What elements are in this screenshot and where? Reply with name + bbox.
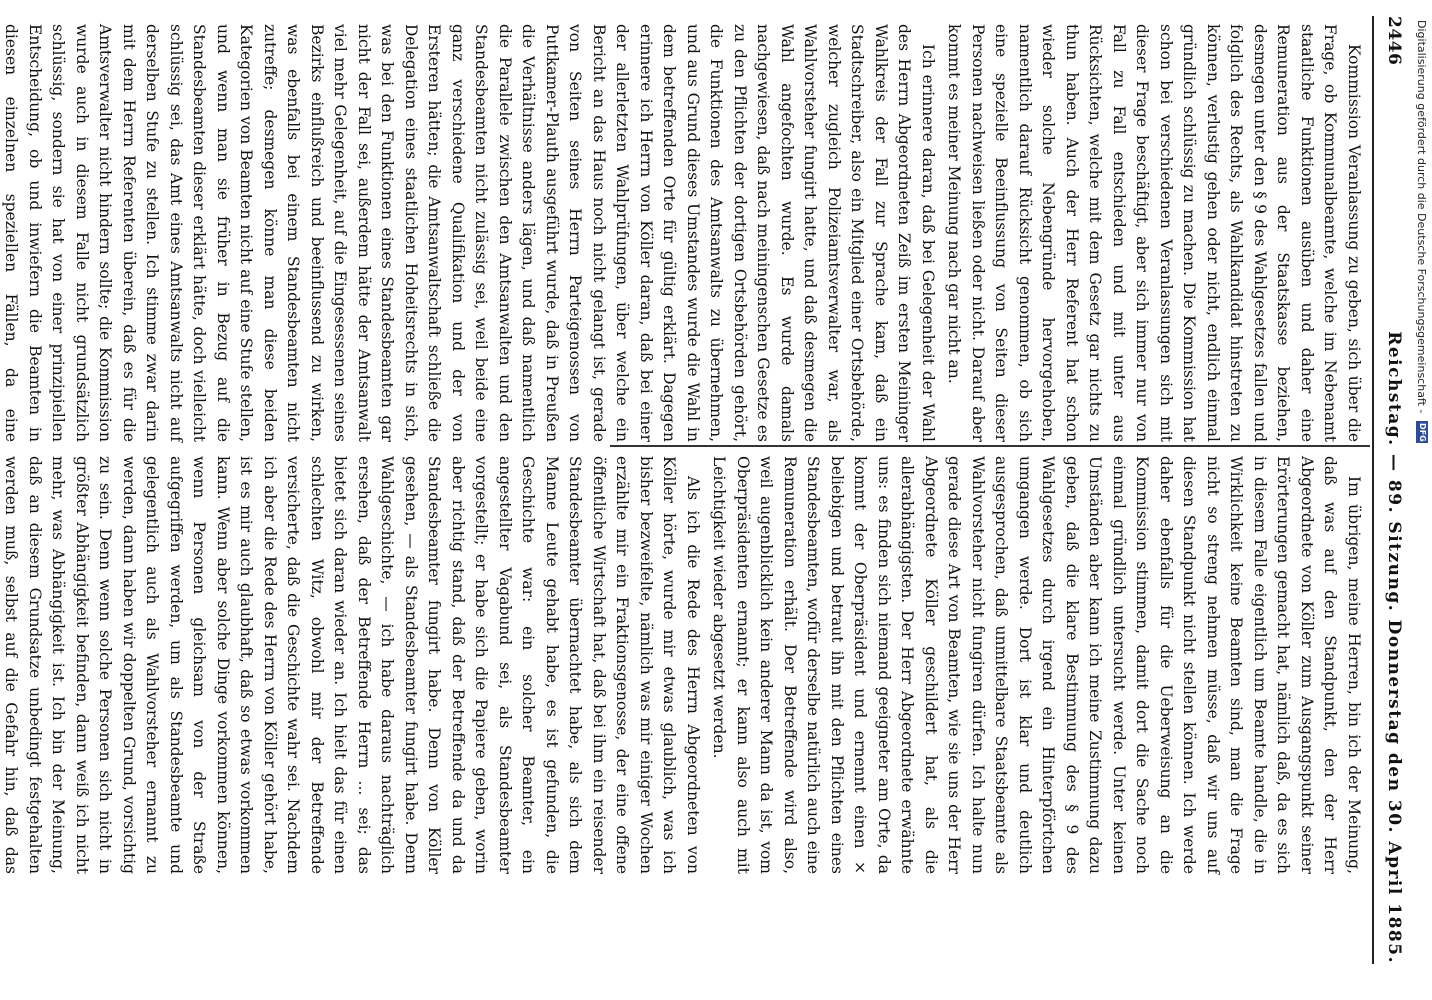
paragraph: Als ich die Rede des Herrn Abgeordneten von Köller hörte, wurde mir etwas glaublich, was ich bisher bezweifelte, nämlich was mir einiger Wochen erzählte mir ein Fraktionsgenosse, der eine offene öffentliche Wirtschaft hat, daß bei ihm ein reisender Standesbeamter übernachtet habe, als sich dem Manne Leute gehabt habe, es ist gefunden, die Geschichte war: ein solcher Beamter, ein angestellter Vagabund sei, als Standesbeamter vorgestellt; er habe sich die Papiere geben, worin aber richtig stand, daß der Betreffende da und da Standesbeamter fungirt habe. Denn von Köller gesehen, — als Standesbeamter fungirt habe. Denn Wahlgeschichte, — ich habe daraus nachträglich ersehen, daß der Betreffende Herrn ... sei; das bietet sich daran wieder an. Ich hielt das für einen schlechten Witz, obwohl mir der Betreffende versicherte, daß die Geschichte wahr sei. Nachdem ich aber die Rede des Herrn von Köller gehört habe, ist es mir auch glaubhaft, daß so etwas vorkommen kann. Wenn aber solche Dinge vorkommen können, wenn Personen gleichsam von der Straße aufgegriffen werden, um als Standesbeamte und gelegentlich auch als Wahlvorsteher ernannt zu werden, dann haben wir doppelten Grund, vorsichtig zu sein. Denn wenn solche Personen sich nicht in größter Abhängigkeit befinden, dann weiß ich nicht mehr, was Abhängigkeit ist. Ich bin der Meinung, daß an diesem Grundsatze unbedingt festgehalten werden muß, selbst auf die Gefahr hin, daß das (2, 456, 702, 874)
paragraph: Im übrigen, meine Herren, bin ich der Meinung, daß was auf den Standpunkt, den der Herr Abgeordnete von Köller zum Ausgangspunkt seiner Erörterungen gemacht hat, nämlich daß, da es sich in diesem Falle eigentlich um Beamte handle, die in Wirklichkeit keine Beamten sind, man die Frage nicht so streng nehmen müsse, daß wir uns auf diesen Standpunkt nicht stellen können. Ich werde daher ebenfalls für die Ueberweisung an die Kommission stimmen, damit dort die Sache noch einmal gründlich untersucht werde. Unter keinen Umständen aber kann ich meine Zustimmung dazu geben, daß die klare Bestimmung des § 9 des Wahlgesetzes durch irgend ein Hinterpförtchen umgangen werde. Dort ist klar und deutlich ausgesprochen, daß unmittelbare Staatsbeamte als Wahlvorsteher nicht fungiren dürfen. Ich halte nun gerade diese Art von Beamten, wie sie uns der Herr Abgeordnete Köller geschildert hat, als die allerabhängigsten. Der Herr Abgeordnete erwähnte uns: es finden sich niemand geeigneter am Orte, da kommt der Oberpräsident und ernennt einen × beliebigen und betraut ihn mit den Pflichten eines Standesbeamten, wofür derselbe natürlich auch eine Remuneration erhält. Der Betreffende wird also, weil augenblicklich kein anderer Mann da ist, vom Oberpräsidenten ernannt; er kann also auch mit Leichtigkeit wieder abgesetzt werden. (710, 456, 1363, 874)
paragraph: Kommission Veranlassung zu geben, sich über die Frage, ob Kommunalbeamte, welche im Nebenamt staatliche Funktionen ausüben und daher eine Remuneration aus der Staatskasse beziehen, desmegen unter den § 9 des Wahlgesetzes fallen und folglich des Rechts, als Wahlkandidat hinstreten zu können, verlustig gehen oder nicht, endlich einmal gründlich schlüssig zu machen. Die Kommission hat schon bei verschiedenen Veranlassungen sich mit dieser Frage beschäftigt, aber sich immer nur von Fall zu Fall entschieden und mit unter aus Rücksichten, welche mit dem Gesetz gar nichts zu thun haben. Auch der Herr Referent hat schon wieder solche Nebengründe hervorgehoben, namentlich darauf Rücksicht genommen, ob sich eine spezielle Beeinflussung von Seiten dieser Personen nachweisen ließen oder nicht. Darauf aber kommt es meiner Meinung nach gar nicht an. (945, 24, 1363, 442)
digitization-credit-strip (1412, 0, 1432, 1000)
right-column (0, 456, 1365, 874)
column-divider (610, 445, 1370, 447)
left-column (0, 24, 1365, 442)
credit-text: Digitalisierung gefördert durch die Deutsche Forschungsgemeinschaft - (1415, 20, 1429, 414)
header-rule (1372, 16, 1374, 964)
paragraph: Ich erinnere daran, daß bei Gelegenheit der Wahl des Herrn Abgeordneten Zeiß im ersten Meininger Wahlkreis der Fall zur Sprache kam, daß ein Stadtschreiber, also ein Mitglied einer Ortsbehörde, welcher zugleich Polizeiamtsverwalter war, als Wahlvorsteher fungirt hatte, und daß desmegen die Wahl angefochten wurde. Es wurde damals nachgewiesen, daß nach meiningenschen Gesetze es zu den Pflichten der dortigen Ortsbehörden gehört, die Funktionen des Amtsanwalts zu übernehmen, und aus Grund dieses Umstandes wurde die Wahl in dem betreffenden Orte für gültig erklärt. Dagegen erinnere ich Herrn von Köller daran, daß bei einer der allerletzten Wahlprüfungen, über welche ein Bericht an das Haus noch nicht gelangt ist, gerade von Seiten seines Herrn Parteigenossen von Puttkamer-Plauth ausgeführt wurde, daß in Preußen die Verhältnisse anders lägen, und daß namentlich die Parallele zwischen den Amtsanwalten und den Standesbeamten nicht zulässig sei, weil beide eine ganz verschiedene Qualifikation und der von Ersteren hätten; die Amtsanwaltschaft schließe die Delegation eines staatlichen Hoheitsrechts in sich, was bei den Funktionen eines Standesbeamten gar nicht der Fall sei, außerdem hätte der Amtsanwalt viel mehr Gelegenheit, auf die Eingesessenen seines Bezirks einflußreich und beeinflussend zu wirken, was ebenfalls bei einem Standesbeamten nicht zutreffe; desmegen könne man diese beiden Kategorien von Beamten nicht auf eine Stufe stellen, und wenn man sie früher in Bezug auf die Standesbeamten dieser erklärt hätte, doch vielleicht schlüssig sei, das Amt eines Amtsanwalts nicht auf derselben Stufe zu stellen. Ich stimme zwar darin mit dem Herrn Referenten überein, daß es für die Amtsverwalter nicht hindern sollte; die Kommission wurde auch in diesem Falle nicht grundsätzlich schlüssig, sondern sie hat von einer prinzipiellen Entscheidung, ob und inwiefern die Beamten in diesen einzelnen speziellen Fällen, da eine (2, 24, 937, 442)
page-title: Reichstag. — 89. Sitzung. Donnerstag den 30. April 1885. (1384, 331, 1404, 964)
page-number: 2446 (1384, 16, 1404, 66)
dfg-logo-icon: DFG (1418, 423, 1427, 442)
page-header (1378, 16, 1410, 964)
